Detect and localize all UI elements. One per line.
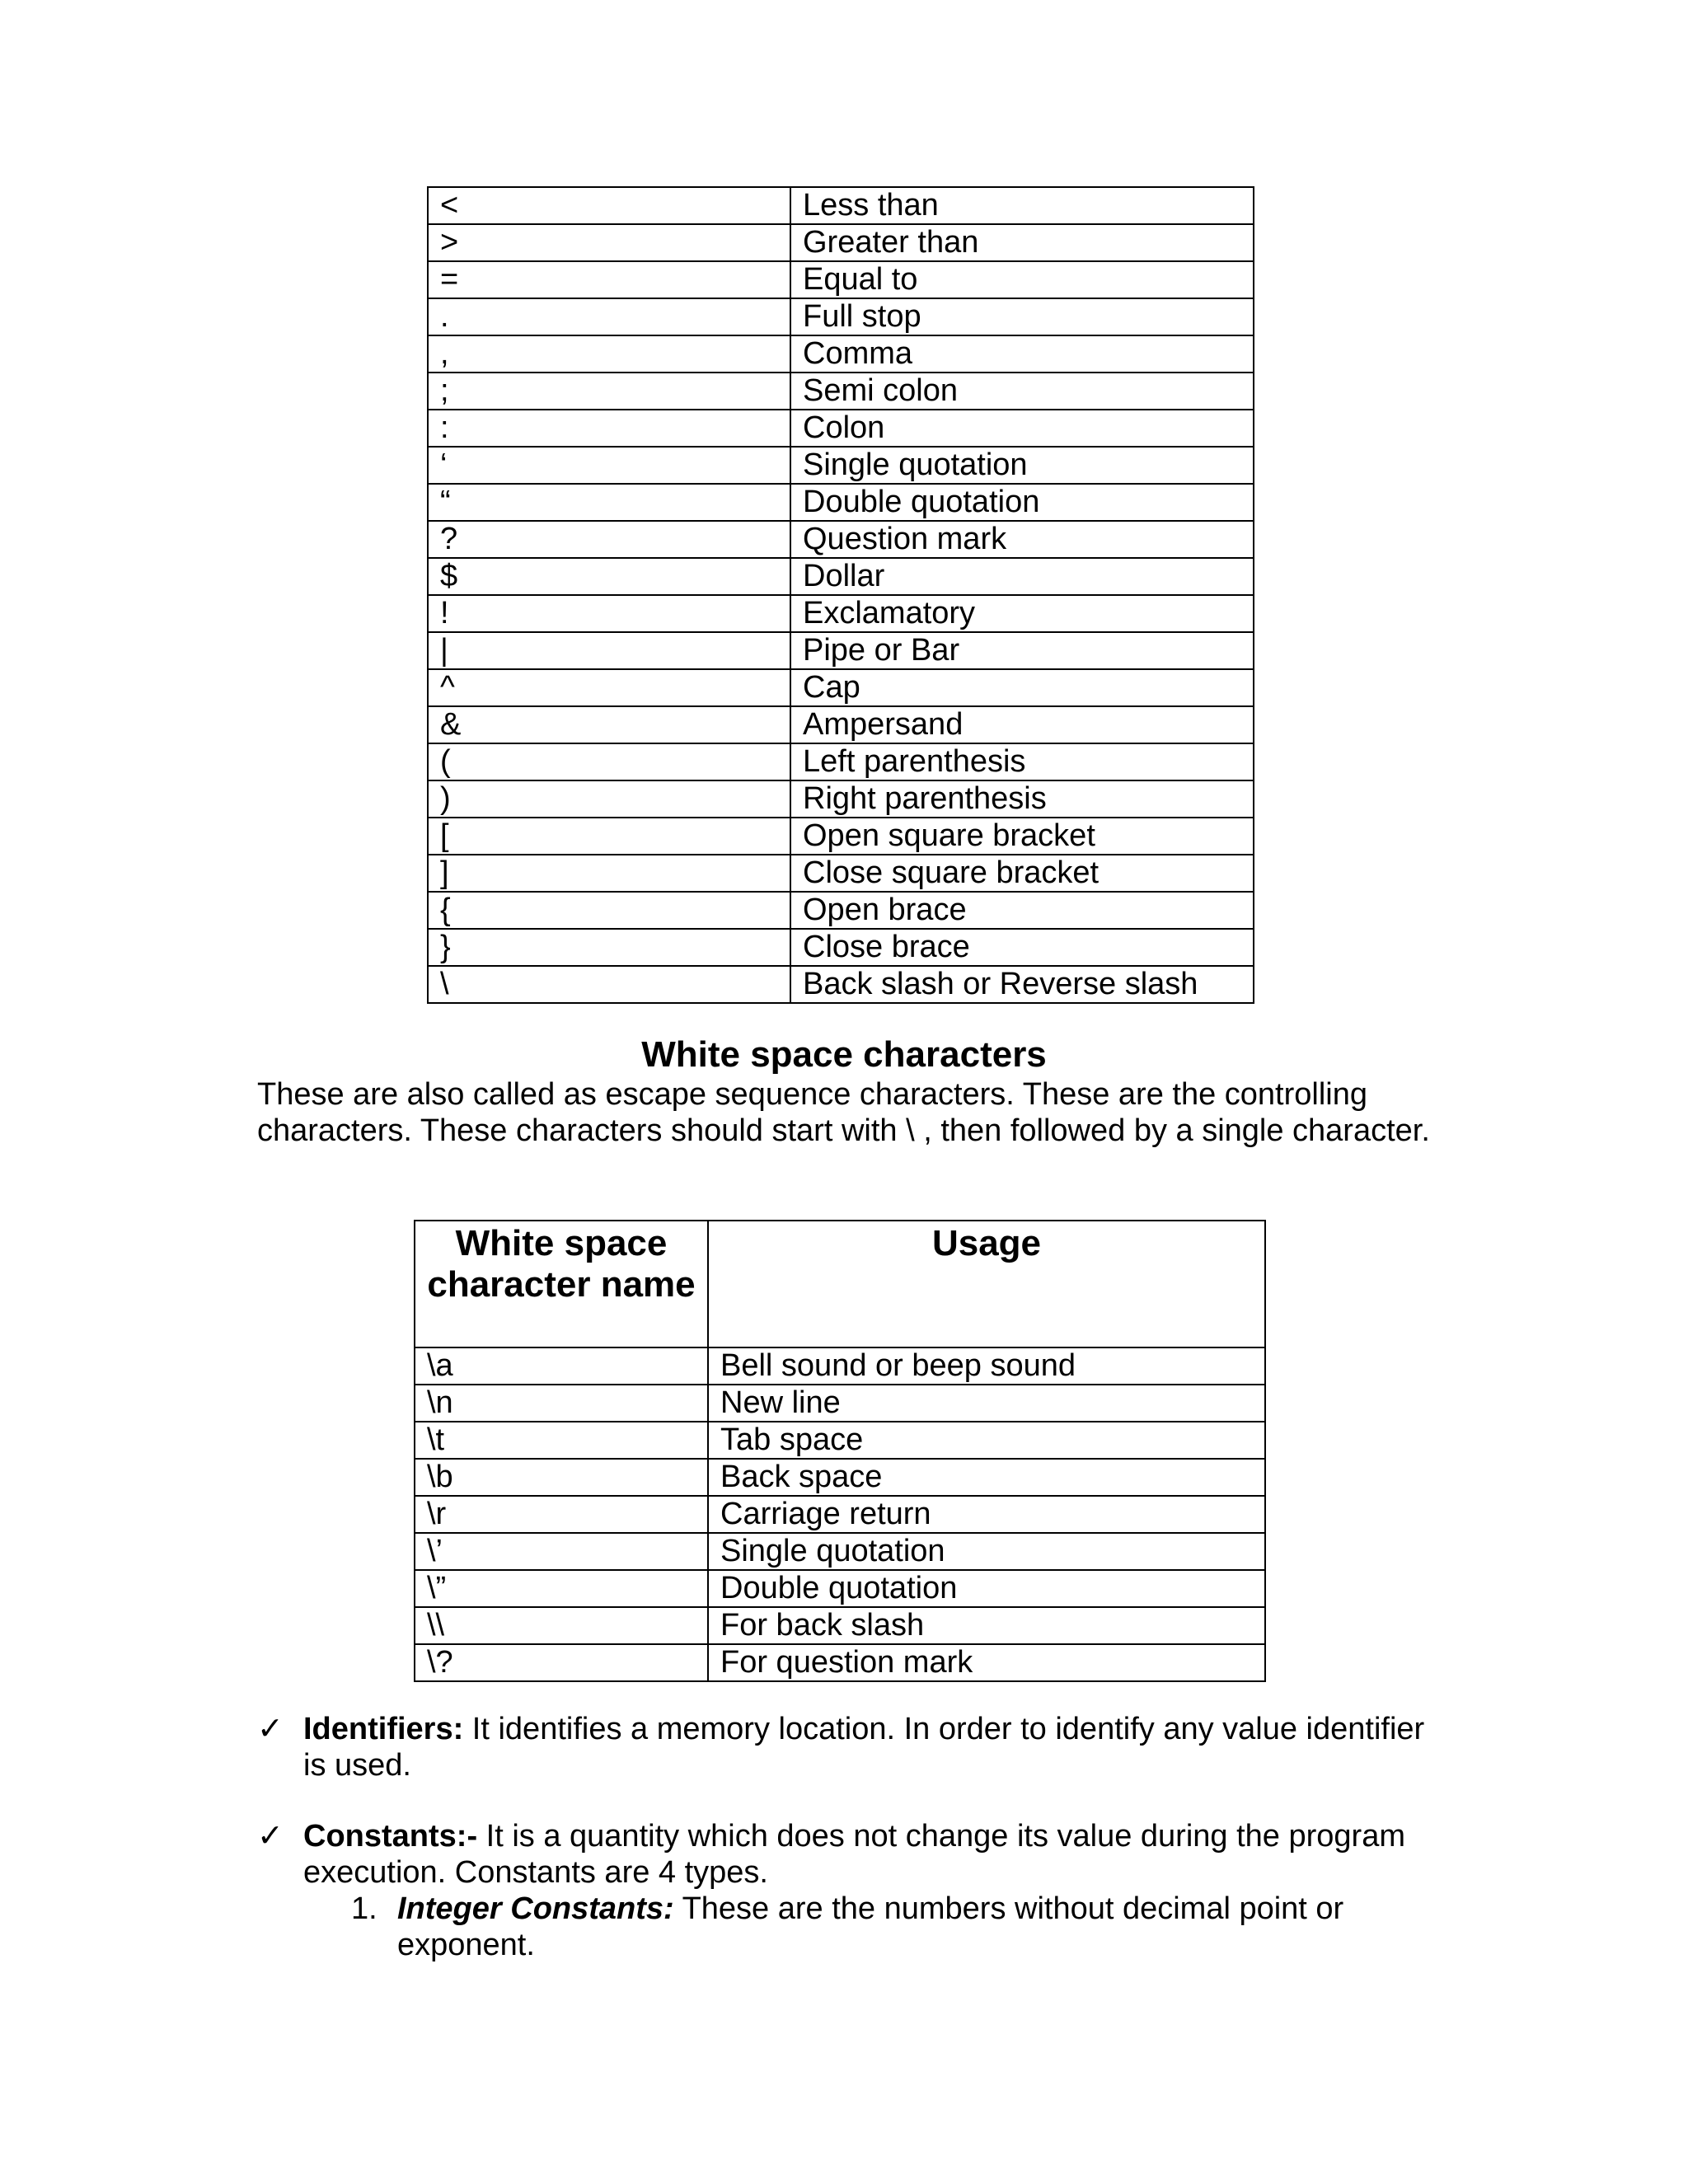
cell-name: Less than — [790, 187, 1254, 224]
cell-name: Cap — [790, 669, 1254, 706]
cell-name: Semi colon — [790, 373, 1254, 410]
cell-symbol: = — [428, 261, 790, 298]
table-row — [415, 1422, 1265, 1459]
table-row — [428, 187, 1254, 224]
table-row — [428, 706, 1254, 743]
bullet-identifiers — [257, 1711, 1444, 1783]
cell-usage: For question mark — [708, 1644, 1265, 1681]
cell-symbol: ! — [428, 595, 790, 632]
table-row — [428, 780, 1254, 818]
header-character-name: White space character name — [415, 1221, 708, 1347]
cell-name: Equal to — [790, 261, 1254, 298]
table-row — [428, 818, 1254, 855]
table-row — [415, 1385, 1265, 1422]
bullet-term: Constants:- — [303, 1819, 478, 1854]
sub-item-term: Integer Constants: — [397, 1891, 674, 1926]
cell-usage: Carriage return — [708, 1496, 1265, 1533]
white-space-heading: White space characters — [641, 1034, 1047, 1075]
table-row — [428, 484, 1254, 521]
table-row — [428, 743, 1254, 780]
cell-name: Greater than — [790, 224, 1254, 261]
cell-symbol: \ — [428, 966, 790, 1003]
table-row — [415, 1533, 1265, 1570]
table-row — [428, 447, 1254, 484]
table-header-row — [415, 1221, 1265, 1347]
cell-name: Ampersand — [790, 706, 1254, 743]
cell-code: \t — [415, 1422, 708, 1459]
cell-name: Single quotation — [790, 447, 1254, 484]
table-row — [428, 558, 1254, 595]
table-row — [415, 1496, 1265, 1533]
cell-code: \a — [415, 1347, 708, 1385]
cell-usage: For back slash — [708, 1607, 1265, 1644]
bullet-list — [257, 1711, 1444, 1963]
bullet-term: Identifiers: — [303, 1712, 464, 1746]
cell-name: Open brace — [790, 892, 1254, 929]
cell-usage: Back space — [708, 1459, 1265, 1496]
cell-symbol: $ — [428, 558, 790, 595]
table-row — [415, 1607, 1265, 1644]
cell-symbol: : — [428, 410, 790, 447]
cell-code: \b — [415, 1459, 708, 1496]
cell-name: Pipe or Bar — [790, 632, 1254, 669]
cell-symbol: < — [428, 187, 790, 224]
table-row — [428, 892, 1254, 929]
table-row — [428, 855, 1254, 892]
white-space-body — [415, 1347, 1265, 1681]
cell-code: \n — [415, 1385, 708, 1422]
table-row — [428, 373, 1254, 410]
table-row — [415, 1570, 1265, 1607]
special-symbols-body — [428, 187, 1254, 1003]
cell-usage: Bell sound or beep sound — [708, 1347, 1265, 1385]
table-row — [428, 335, 1254, 373]
cell-usage: Single quotation — [708, 1533, 1265, 1570]
bullet-constants — [257, 1818, 1444, 1891]
cell-name: Right parenthesis — [790, 780, 1254, 818]
cell-symbol: ? — [428, 521, 790, 558]
cell-symbol: { — [428, 892, 790, 929]
bullet-text: It identifies a memory location. In order to identify any value identifier is used. — [303, 1712, 1425, 1783]
cell-name: Comma — [790, 335, 1254, 373]
table-row — [428, 669, 1254, 706]
white-space-table — [414, 1220, 1266, 1682]
checkmark-icon: ✓ — [257, 1712, 284, 1746]
cell-symbol: ( — [428, 743, 790, 780]
header-usage: Usage — [708, 1221, 1265, 1347]
cell-name: Close brace — [790, 929, 1254, 966]
table-row — [428, 632, 1254, 669]
special-symbols-table — [427, 186, 1254, 1004]
cell-code: \’ — [415, 1533, 708, 1570]
checkmark-icon: ✓ — [257, 1819, 284, 1854]
cell-code: \r — [415, 1496, 708, 1533]
cell-symbol: ‘ — [428, 447, 790, 484]
cell-symbol: ] — [428, 855, 790, 892]
table-row — [428, 521, 1254, 558]
table-row — [428, 298, 1254, 335]
cell-usage: Double quotation — [708, 1570, 1265, 1607]
bullet-text: It is a quantity which does not change its value during the program execution. Constants are 4 types. — [303, 1819, 1405, 1890]
cell-symbol: , — [428, 335, 790, 373]
table-row — [428, 410, 1254, 447]
cell-symbol: . — [428, 298, 790, 335]
cell-code: \” — [415, 1570, 708, 1607]
table-row — [415, 1644, 1265, 1681]
cell-code: \\ — [415, 1607, 708, 1644]
cell-name: Open square bracket — [790, 818, 1254, 855]
cell-name: Colon — [790, 410, 1254, 447]
cell-symbol: | — [428, 632, 790, 669]
table-row — [428, 224, 1254, 261]
sub-item-number: 1. — [351, 1891, 377, 1926]
cell-code: \? — [415, 1644, 708, 1681]
white-space-intro: These are also called as escape sequence characters. These are the controlling characters. These characters should start with \ , then followed by a single character. — [257, 1077, 1430, 1148]
cell-symbol: ) — [428, 780, 790, 818]
cell-usage: Tab space — [708, 1422, 1265, 1459]
cell-usage: New line — [708, 1385, 1265, 1422]
table-row — [415, 1459, 1265, 1496]
cell-name: Left parenthesis — [790, 743, 1254, 780]
cell-name: Full stop — [790, 298, 1254, 335]
cell-symbol: & — [428, 706, 790, 743]
cell-name: Back slash or Reverse slash — [790, 966, 1254, 1003]
cell-symbol: [ — [428, 818, 790, 855]
cell-name: Close square bracket — [790, 855, 1254, 892]
cell-symbol: ; — [428, 373, 790, 410]
table-row — [428, 595, 1254, 632]
sub-item-text: These are the numbers without decimal point or exponent. — [397, 1891, 1344, 1962]
table-row — [428, 261, 1254, 298]
cell-name: Dollar — [790, 558, 1254, 595]
table-row — [428, 966, 1254, 1003]
cell-symbol: “ — [428, 484, 790, 521]
cell-name: Question mark — [790, 521, 1254, 558]
table-row — [415, 1347, 1265, 1385]
cell-symbol: } — [428, 929, 790, 966]
table-row — [428, 929, 1254, 966]
cell-symbol: > — [428, 224, 790, 261]
cell-name: Double quotation — [790, 484, 1254, 521]
cell-symbol: ^ — [428, 669, 790, 706]
cell-name: Exclamatory — [790, 595, 1254, 632]
sub-item-integer-constants — [257, 1891, 1444, 1963]
